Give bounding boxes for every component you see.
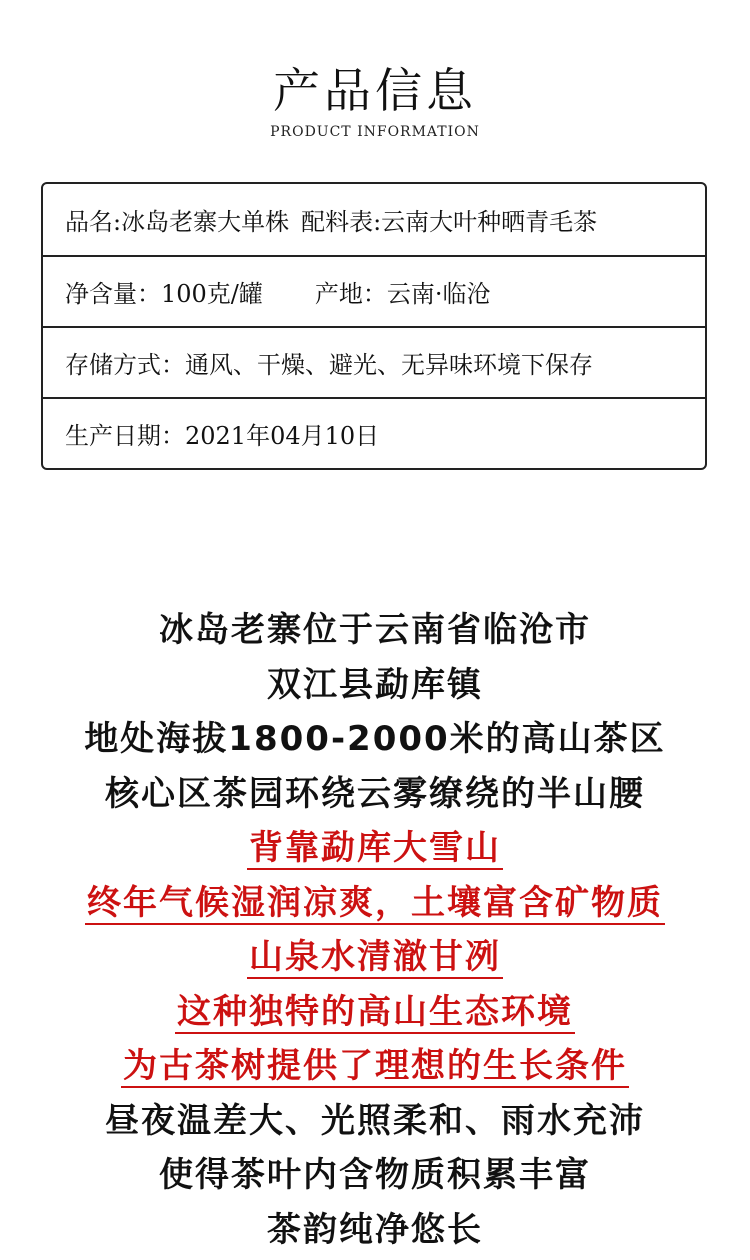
story-line: 核心区茶园环绕云雾缭绕的半山腰 bbox=[105, 773, 645, 814]
story-line: 双江县勐库镇 bbox=[267, 664, 483, 705]
info-row-name bbox=[43, 184, 705, 255]
info-row-content bbox=[43, 255, 705, 326]
page-subtitle: PRODUCT INFORMATION bbox=[270, 124, 480, 140]
story-line-highlight: 终年气候湿润凉爽，土壤富含矿物质 bbox=[87, 882, 663, 923]
info-row-storage bbox=[43, 326, 705, 397]
net-content: 净含量：100克/罐 bbox=[65, 280, 263, 308]
production-date: 生产日期：2021年04月10日 bbox=[65, 422, 380, 450]
story-line: 地处海拔1800-2000米的高山茶区 bbox=[84, 719, 666, 759]
product-name: 品名:冰岛老寨大单株 bbox=[65, 208, 290, 236]
storage-method: 存储方式：通风、干燥、避光、无异味环境下保存 bbox=[65, 351, 593, 379]
story-line-highlight: 背靠勐库大雪山 bbox=[249, 828, 501, 868]
info-row-date bbox=[43, 397, 705, 468]
story-line: 使得茶叶内含物质积累丰富 bbox=[159, 1155, 591, 1195]
story-line-highlight: 山泉水清澈甘冽 bbox=[249, 937, 501, 977]
product-info-table bbox=[41, 182, 707, 470]
product-origin: 产地：云南·临沧 bbox=[314, 280, 491, 308]
story-line: 茶韵纯净悠长 bbox=[267, 1209, 483, 1250]
page-title: 产品信息 bbox=[273, 64, 477, 119]
page-header bbox=[0, 0, 750, 140]
story-text bbox=[0, 603, 750, 1257]
story-line: 冰岛老寨位于云南省临沧市 bbox=[159, 610, 591, 650]
story-line: 昼夜温差大、光照柔和、雨水充沛 bbox=[105, 1100, 645, 1141]
story-line-highlight: 为古茶树提供了理想的生长条件 bbox=[123, 1046, 627, 1086]
story-line-highlight: 这种独特的高山生态环境 bbox=[177, 991, 573, 1032]
product-ingredients: 配料表:云南大叶种晒青毛茶 bbox=[301, 208, 598, 236]
